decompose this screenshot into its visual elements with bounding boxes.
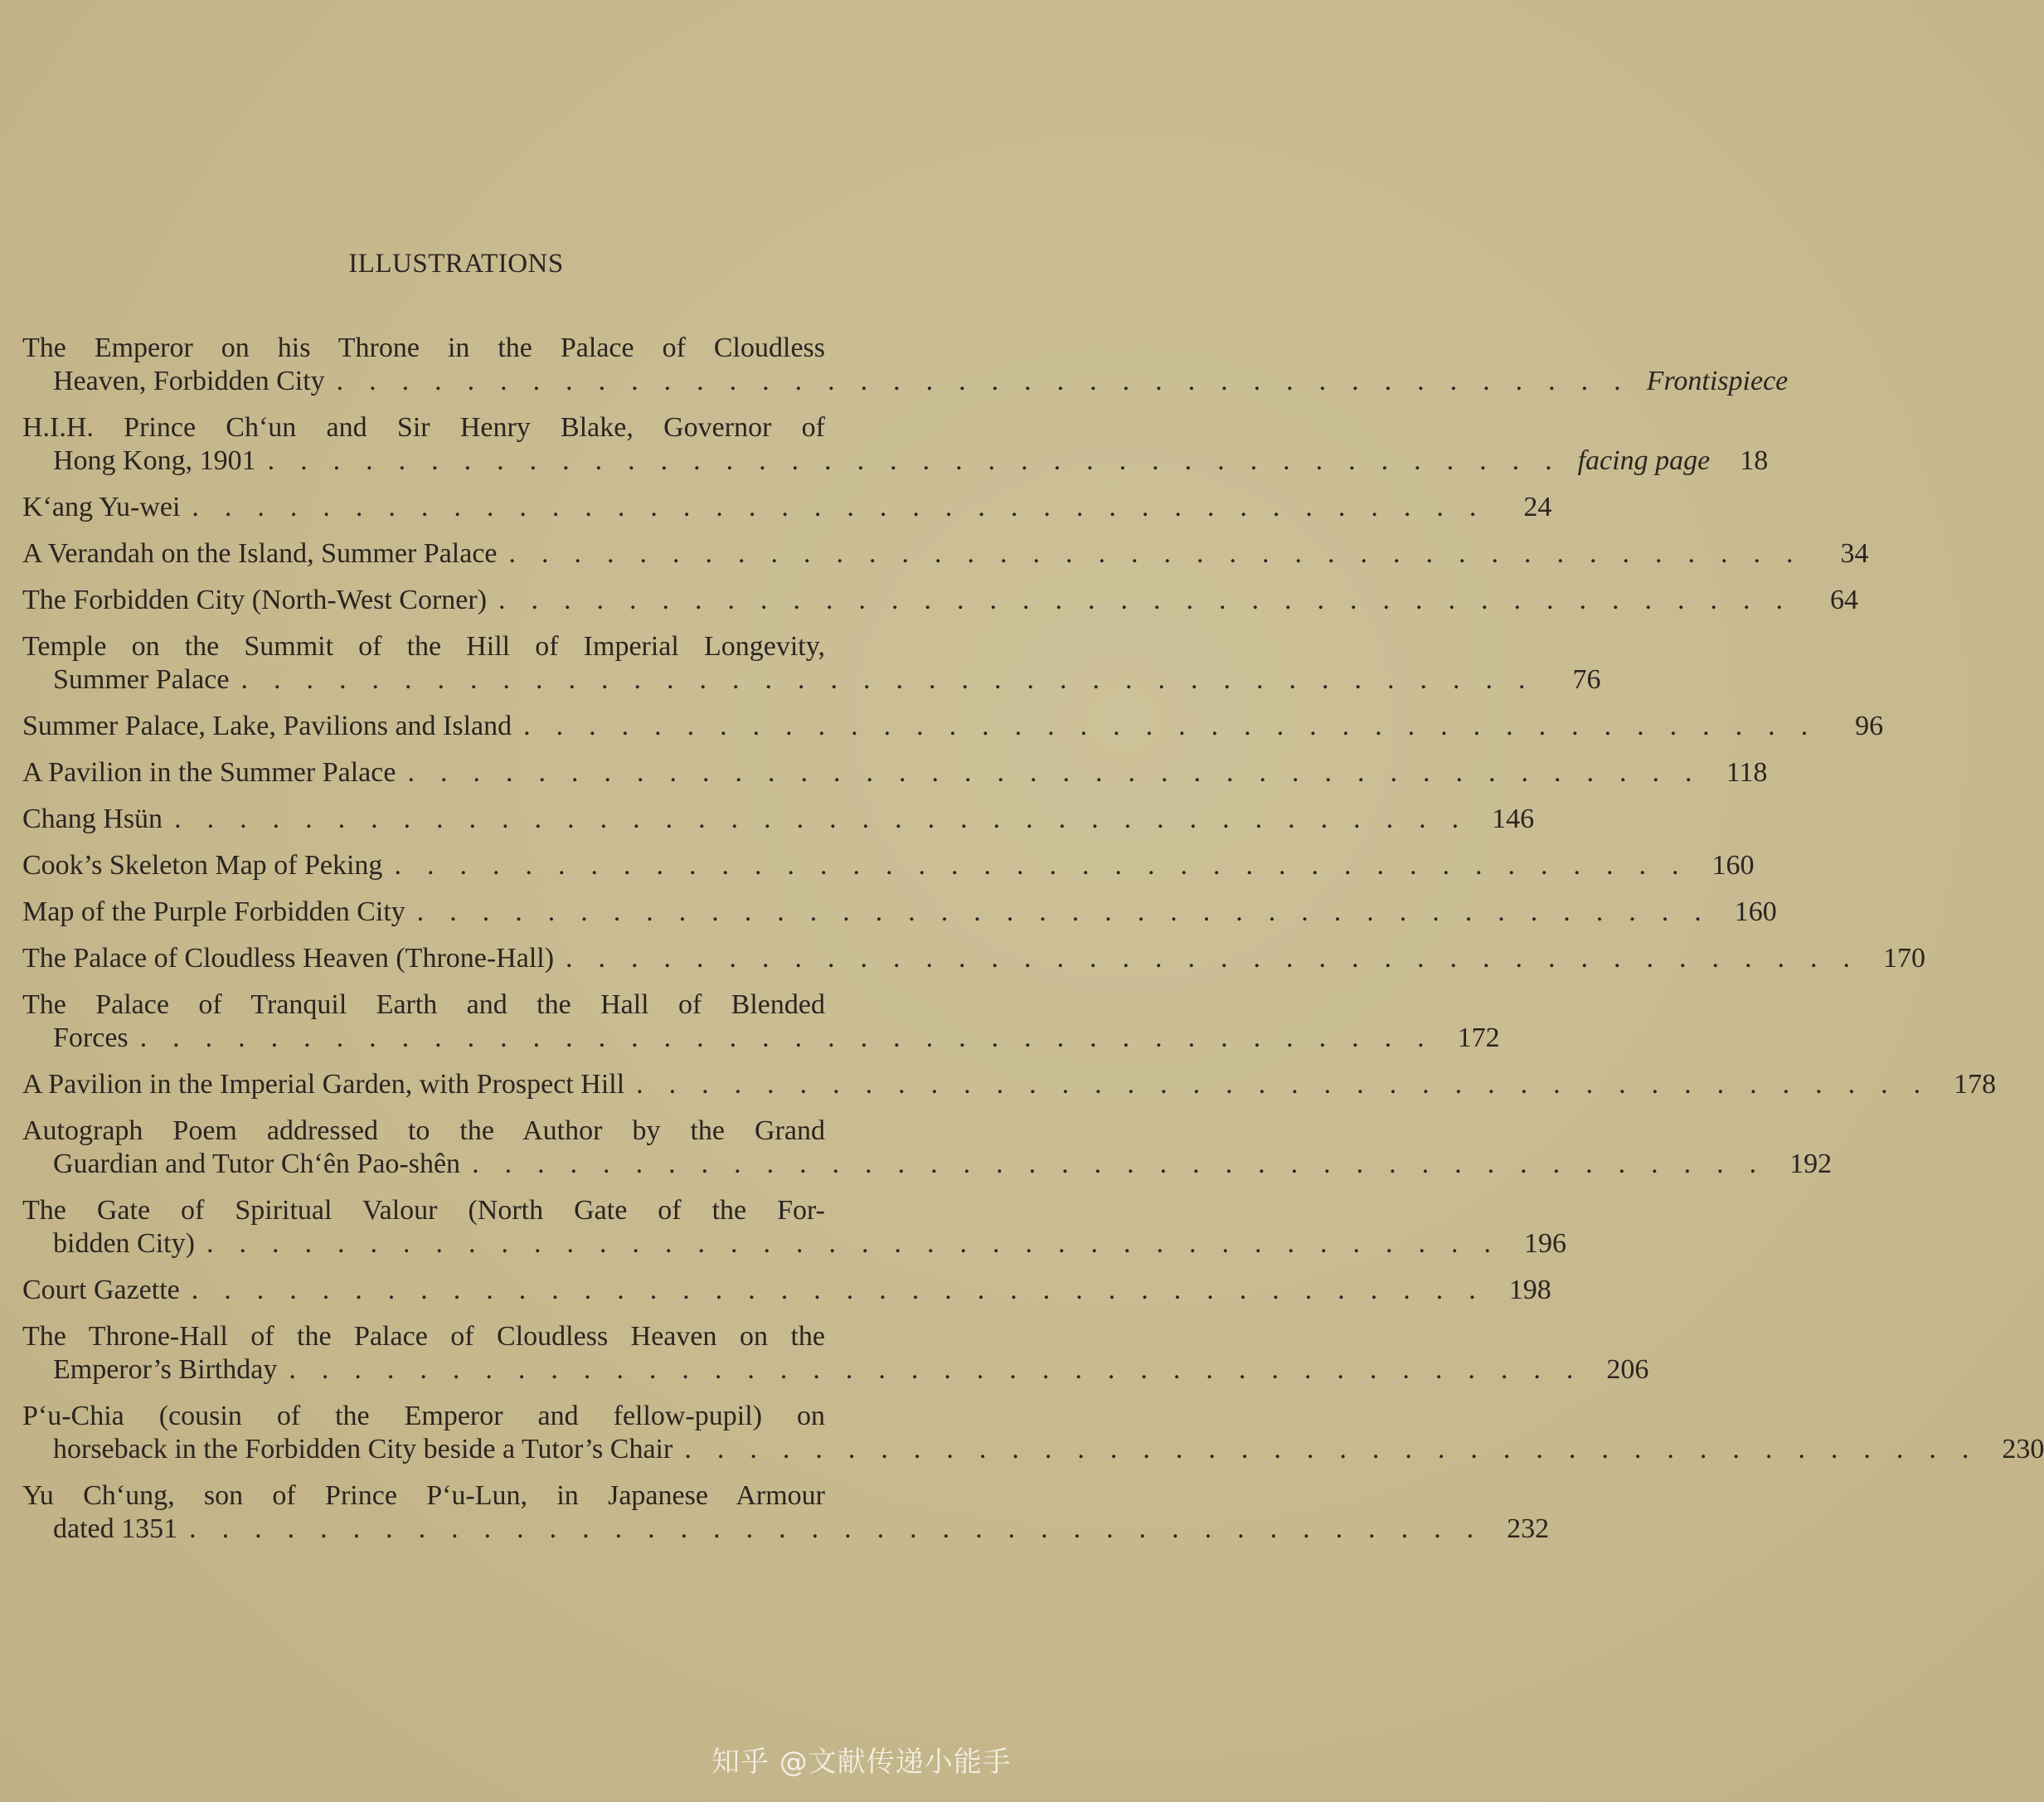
- entry-row: [22, 1274, 1551, 1307]
- entry-title-line: The Gate of Spiritual Valour (North Gate of the For-: [22, 1195, 825, 1226]
- entry-title: Forces: [53, 1022, 129, 1053]
- illustration-entry: [22, 988, 1500, 1055]
- illustration-entry: [22, 942, 1926, 975]
- entry-title: dated 1351: [53, 1513, 178, 1544]
- entry-title: The Palace of Cloudless Heaven (Throne-Hall): [22, 943, 555, 974]
- leader-dots: ........................................: [192, 492, 1503, 522]
- entry-title-line: Temple on the Summit of the Hill of Imperial Longevity,: [22, 631, 825, 662]
- entry-row: [22, 849, 1755, 882]
- page-number: 172: [1457, 1022, 1500, 1053]
- entry-row: [22, 491, 1552, 524]
- illustration-entry: [22, 849, 1755, 882]
- entry-title-line: Autograph Poem addressed to the Author by the Grand: [22, 1115, 825, 1146]
- entry-title: Hong Kong, 1901: [53, 445, 256, 476]
- entry-title: The Forbidden City (North-West Corner): [22, 585, 488, 615]
- leader-dots: ........................................: [498, 585, 1809, 615]
- entry-row: [22, 756, 1768, 789]
- entry-title: K‘ang Yu-wei: [22, 492, 181, 522]
- entry-title-line: The Throne-Hall of the Palace of Cloudless Heaven on the: [22, 1321, 825, 1352]
- leader-dots: ........................................: [267, 445, 1578, 476]
- entry-title: Summer Palace: [53, 664, 230, 695]
- entry-title: A Pavilion in the Summer Palace: [22, 757, 396, 788]
- leader-dots: ........................................: [189, 1513, 1500, 1544]
- entry-title: horseback in the Forbidden City beside a Tutor’s Chair: [53, 1434, 673, 1464]
- page-number: 198: [1508, 1275, 1551, 1305]
- illustrations-list: [22, 332, 2044, 1559]
- leader-dots: ........................................: [240, 664, 1551, 695]
- illustration-entry: [22, 1274, 1551, 1307]
- page-number: 160: [1711, 850, 1755, 881]
- entry-row: [22, 584, 1859, 617]
- entry-row: [22, 710, 1884, 743]
- entry-title-line: The Palace of Tranquil Earth and the Hall of Blended: [22, 989, 825, 1020]
- leader-dots: ........................................: [336, 366, 1647, 396]
- illustration-entry: [22, 1479, 1550, 1546]
- page-number: 170: [1883, 943, 1926, 974]
- illustration-entry: [22, 491, 1552, 524]
- leader-dots: ........................................: [407, 757, 1718, 788]
- illustration-entry: [22, 1194, 1566, 1260]
- entry-title: A Verandah on the Island, Summer Palace: [22, 538, 498, 569]
- entry-title: Heaven, Forbidden City: [53, 366, 325, 396]
- entry-title-line: Yu Ch‘ung, son of Prince P‘u-Lun, in Japanese Armour: [22, 1480, 825, 1511]
- illustration-entry: [22, 584, 1859, 617]
- illustration-entry: [22, 803, 1535, 836]
- illustration-entry: [22, 411, 1769, 478]
- illustration-entry: [22, 332, 1789, 398]
- leader-dots: ........................................: [566, 943, 1876, 974]
- illustration-entry: [22, 630, 1601, 697]
- entry-title: Court Gazette: [22, 1275, 180, 1305]
- watermark: 知乎 @文献传递小能手: [711, 1746, 1012, 1779]
- page-number: 96: [1855, 711, 1884, 741]
- entry-title: Cook’s Skeleton Map of Peking: [22, 850, 383, 881]
- page-title: ILLUSTRATIONS: [348, 249, 564, 279]
- page-number: 118: [1726, 757, 1768, 788]
- entry-title-line: H.I.H. Prince Ch‘un and Sir Henry Blake, Governor of: [22, 412, 825, 443]
- entry-row: [22, 444, 1769, 478]
- entry-row: [22, 1022, 1500, 1055]
- page-number: 64: [1830, 585, 1859, 615]
- entry-row: [22, 1227, 1566, 1260]
- leader-dots: ........................................: [684, 1434, 1995, 1464]
- entry-row: [22, 1353, 1649, 1387]
- leader-dots: ........................................: [206, 1228, 1517, 1259]
- leader-dots: ........................................: [139, 1022, 1450, 1053]
- page-number: 196: [1523, 1228, 1566, 1259]
- leader-dots: ........................................: [508, 538, 1819, 569]
- entry-title-line: The Emperor on his Throne in the Palace of Cloudless: [22, 333, 825, 363]
- leader-dots: ........................................: [472, 1149, 1783, 1179]
- leader-dots: ........................................: [174, 804, 1485, 834]
- illustration-entry: [22, 1115, 1833, 1181]
- page-number: 24: [1523, 492, 1552, 522]
- entry-note: facing page: [1577, 445, 1711, 476]
- illustration-entry: [22, 537, 1869, 571]
- page-number: 178: [1954, 1069, 1997, 1100]
- leader-dots: ........................................: [523, 711, 1834, 741]
- entry-row: [22, 365, 1789, 398]
- entry-title: Map of the Purple Forbidden City: [22, 896, 405, 927]
- illustration-entry: [22, 1320, 1649, 1387]
- entry-row: [22, 942, 1926, 975]
- leader-dots: ........................................: [416, 896, 1727, 927]
- illustration-entry: [22, 1068, 1997, 1101]
- entry-row: [22, 1433, 2044, 1466]
- page-number: 232: [1507, 1513, 1550, 1544]
- entry-title: A Pavilion in the Imperial Garden, with Prospect Hill: [22, 1069, 625, 1100]
- illustration-entry: [22, 756, 1768, 789]
- entry-title: Emperor’s Birthday: [53, 1354, 278, 1385]
- page-number: 206: [1606, 1354, 1649, 1385]
- entry-row: [22, 663, 1601, 697]
- leader-dots: ........................................: [394, 850, 1705, 881]
- page-number: 76: [1572, 664, 1601, 695]
- page-number: 192: [1789, 1149, 1833, 1179]
- leader-dots: ........................................: [191, 1275, 1502, 1305]
- entry-title: Guardian and Tutor Ch‘ên Pao-shên: [53, 1149, 461, 1179]
- entry-title: Summer Palace, Lake, Pavilions and Island: [22, 711, 512, 741]
- leader-dots: ........................................: [636, 1069, 1947, 1100]
- entry-row: [22, 803, 1535, 836]
- page-number: 160: [1734, 896, 1777, 927]
- illustration-entry: [22, 896, 1777, 929]
- entry-title: Chang Hsün: [22, 804, 163, 834]
- entry-title-line: P‘u-Chia (cousin of the Emperor and fellow-pupil) on: [22, 1401, 825, 1431]
- leader-dots: ........................................: [289, 1354, 1600, 1385]
- entry-row: [22, 537, 1869, 571]
- page-number: 146: [1492, 804, 1535, 834]
- entry-row: [22, 1513, 1550, 1546]
- page-number: 34: [1840, 538, 1869, 569]
- illustration-entry: [22, 710, 1884, 743]
- illustration-entry: [22, 1400, 2044, 1466]
- entry-note: Frontispiece: [1646, 366, 1789, 396]
- entry-title: bidden City): [53, 1228, 195, 1259]
- entry-row: [22, 896, 1777, 929]
- page-number: 18: [1740, 445, 1769, 476]
- entry-row: [22, 1068, 1997, 1101]
- entry-row: [22, 1148, 1833, 1181]
- page-number: 230: [2002, 1434, 2044, 1464]
